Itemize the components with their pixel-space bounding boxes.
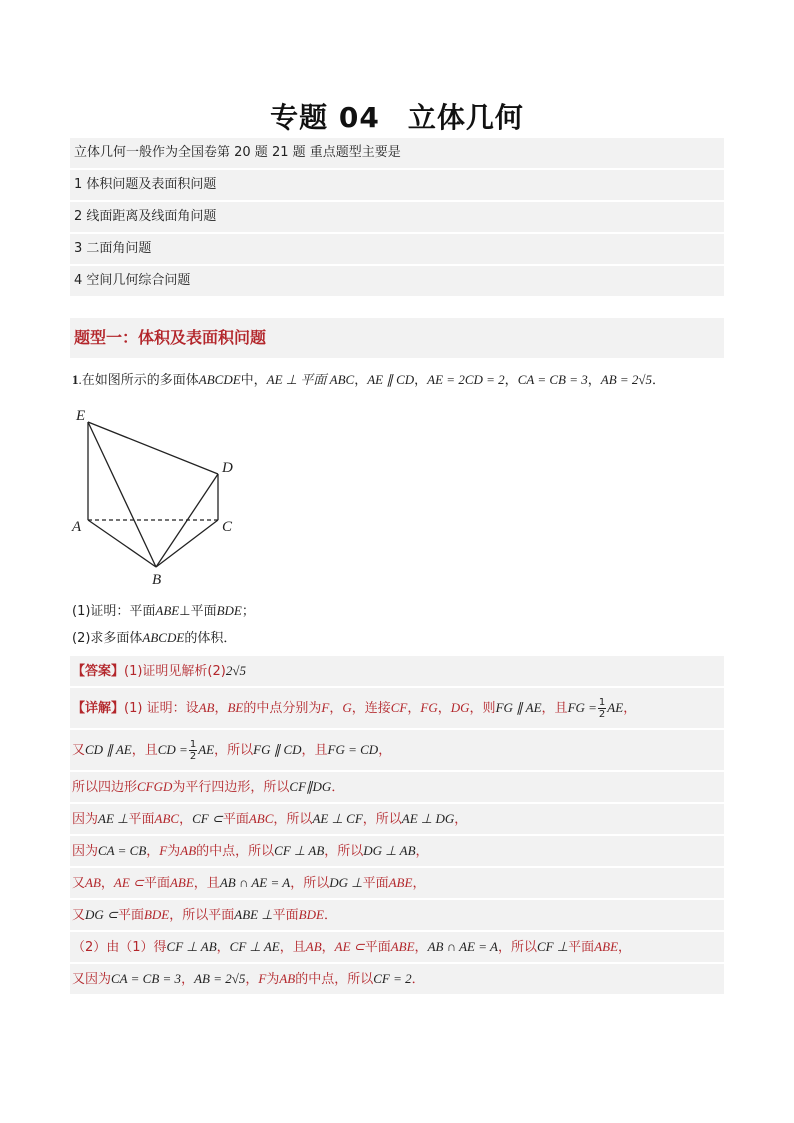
- m: DG: [450, 700, 470, 715]
- m: FG ∥ CD: [253, 742, 302, 757]
- m: F: [258, 971, 267, 986]
- detail-line-7: [70, 900, 724, 930]
- t: 平面: [362, 876, 389, 891]
- m: ABE: [594, 939, 619, 954]
- m: DG ⊂: [85, 907, 118, 922]
- problem-statement: [72, 370, 732, 390]
- t: ．: [411, 972, 425, 987]
- detail-line-9: [70, 964, 724, 994]
- m: DG ⊥: [329, 875, 363, 890]
- frac-num: 1: [189, 739, 197, 750]
- detail-line-2: [70, 730, 724, 770]
- m: AB ∩ AE = A: [219, 875, 291, 890]
- m: CF ⊥: [536, 939, 569, 954]
- m: CA = CB: [98, 843, 147, 858]
- condition: AE ∥ CD: [367, 372, 415, 387]
- detail-line-1: [70, 688, 724, 728]
- t: 为: [266, 972, 280, 987]
- t: ，所以: [324, 844, 364, 859]
- t: (1) 证明：设: [124, 701, 199, 716]
- answer-line: [70, 656, 724, 686]
- t: ，: [100, 876, 114, 891]
- m: CF∥DG: [289, 779, 332, 794]
- label-b: B: [152, 572, 162, 588]
- page-title: [0, 96, 794, 136]
- t: ，: [179, 812, 193, 827]
- problem-number: 1: [72, 372, 79, 387]
- intro-row: 3 二面角问题: [70, 234, 724, 264]
- t: ，: [181, 972, 195, 987]
- t: 为: [167, 844, 181, 859]
- m: ABC: [154, 811, 180, 826]
- edge-ab: [88, 520, 156, 567]
- t: ，: [146, 844, 160, 859]
- condition: CA = CB = 3: [517, 372, 588, 387]
- m: AE ⊂: [113, 875, 144, 890]
- q-text: 的体积．: [184, 631, 237, 646]
- answer-value: 2√5: [225, 663, 246, 678]
- t: ，所以: [214, 743, 254, 758]
- t: ，: [623, 701, 637, 716]
- title-part1: 专题 04: [270, 101, 380, 134]
- condition: AE = 2CD = 2: [427, 372, 505, 387]
- t: ，: [378, 743, 392, 758]
- sep: ，: [354, 372, 368, 387]
- m: AE ⊥ DG: [401, 811, 455, 826]
- m: G: [342, 700, 352, 715]
- m: CF ⊥ AB: [274, 843, 325, 858]
- t: 平面: [222, 812, 249, 827]
- t: ，: [454, 812, 468, 827]
- m: CD ∥ AE: [85, 742, 132, 757]
- t: ，: [437, 701, 451, 716]
- t: （2）由（1）得: [72, 940, 167, 955]
- t: 又: [72, 876, 86, 891]
- frac-den: 2: [598, 709, 606, 720]
- problem-text: .在如图所示的多面体: [78, 372, 199, 387]
- fraction: [598, 697, 606, 720]
- m: AB: [305, 939, 322, 954]
- t: ，: [214, 701, 228, 716]
- m: ABE: [169, 875, 194, 890]
- sep: ．: [652, 372, 666, 387]
- label-d: D: [222, 460, 233, 476]
- t: ．: [331, 780, 345, 795]
- t: ，所以: [362, 812, 402, 827]
- answer-section: [70, 656, 724, 996]
- m: FG: [420, 700, 438, 715]
- problem-poly: ABCDE: [198, 372, 241, 387]
- t: 的中点分别为: [243, 701, 322, 716]
- m: CA = CB = 3: [111, 971, 182, 986]
- t: 又因为: [72, 972, 112, 987]
- m: F: [159, 843, 168, 858]
- condition: AB = 2√5: [600, 372, 653, 387]
- intro-row: 4 空间几何综合问题: [70, 266, 724, 296]
- label-e: E: [76, 408, 86, 424]
- q-math: ABE: [155, 603, 180, 618]
- detail-line-6: [70, 868, 724, 898]
- t: 平面: [117, 908, 144, 923]
- polyhedron-diagram: [66, 400, 256, 590]
- edge-cb: [156, 520, 218, 567]
- intro-row: 1 体积问题及表面积问题: [70, 170, 724, 200]
- problem-text: 中，: [240, 372, 267, 387]
- m: AE: [607, 700, 624, 715]
- t: ，且: [193, 876, 220, 891]
- frac-num: 1: [598, 697, 606, 708]
- t: ，所以平面: [169, 908, 235, 923]
- title-part2: 立体几何: [407, 101, 524, 134]
- m: AB = 2√5: [194, 971, 246, 986]
- t: ，: [216, 940, 230, 955]
- sep: ，: [414, 372, 428, 387]
- question-2: [72, 625, 255, 652]
- m: BE: [227, 700, 244, 715]
- m: CF: [390, 700, 408, 715]
- t: ，所以: [273, 812, 313, 827]
- t: ，: [618, 940, 632, 955]
- answer-text: (1)证明见解析(2): [124, 664, 226, 679]
- t: ，所以: [497, 940, 537, 955]
- m: ABE: [388, 875, 413, 890]
- m: FG =: [567, 700, 597, 715]
- m: AE ⊂: [334, 939, 365, 954]
- section-heading: 题型一：体积及表面积问题: [70, 318, 724, 358]
- detail-tag: 【详解】: [72, 701, 125, 716]
- m: BDE: [143, 907, 170, 922]
- m: FG ∥ AE: [495, 700, 542, 715]
- detail-line-4: [70, 804, 724, 834]
- m: AB ∩ AE = A: [427, 939, 498, 954]
- m: AE: [198, 742, 215, 757]
- m: AB: [180, 843, 197, 858]
- frac-den: 2: [189, 751, 197, 762]
- edge-ed: [88, 422, 218, 474]
- m: AB: [198, 700, 215, 715]
- m: F: [321, 700, 330, 715]
- intro-box: [70, 138, 724, 298]
- t: 平面: [128, 812, 155, 827]
- t: ，且: [131, 743, 158, 758]
- m: DG ⊥ AB: [363, 843, 416, 858]
- label-c: C: [222, 519, 233, 535]
- t: ，且: [279, 940, 306, 955]
- m: AB: [279, 971, 296, 986]
- t: ，: [407, 701, 421, 716]
- t: 所以四边形: [72, 780, 138, 795]
- t: 又: [72, 908, 86, 923]
- q-math: BDE: [216, 603, 242, 618]
- m: CF = 2: [373, 971, 412, 986]
- t: 因为: [72, 844, 99, 859]
- edge-eb: [88, 422, 156, 567]
- condition: AE ⊥ 平面 ABC: [266, 372, 355, 387]
- t: 因为: [72, 812, 99, 827]
- m: CD =: [157, 742, 188, 757]
- m: FG = CD: [327, 742, 379, 757]
- intro-row: 立体几何一般作为全国卷第 20 题 21 题 重点题型主要是: [70, 138, 724, 168]
- t: ，连接: [351, 701, 391, 716]
- t: 平面: [364, 940, 391, 955]
- sep: ，: [587, 372, 601, 387]
- detail-line-3: [70, 772, 724, 802]
- answer-tag: 【答案】: [72, 664, 125, 679]
- q-math: ABCDE: [142, 630, 185, 645]
- t: ，所以: [290, 876, 330, 891]
- m: ABC: [248, 811, 274, 826]
- t: ，: [412, 876, 426, 891]
- q-text: ⊥平面: [179, 604, 217, 619]
- t: ，则: [469, 701, 496, 716]
- t: 为平行四边形，所以: [172, 780, 290, 795]
- m: ABE: [390, 939, 415, 954]
- m: CF ⊥ AB: [166, 939, 217, 954]
- q-text: ；: [241, 604, 255, 619]
- t: ，: [245, 972, 259, 987]
- m: AE ⊥: [98, 811, 129, 826]
- polyhedron-figure: [66, 400, 256, 595]
- t: ，且: [541, 701, 568, 716]
- t: ，: [329, 701, 343, 716]
- t: 平面: [272, 908, 299, 923]
- fraction: [189, 739, 197, 762]
- detail-line-5: [70, 836, 724, 866]
- m: AE ⊥ CF: [312, 811, 363, 826]
- t: 又: [72, 743, 86, 758]
- intro-row: 2 线面距离及线面角问题: [70, 202, 724, 232]
- m: AB: [85, 875, 101, 890]
- t: 平面: [143, 876, 170, 891]
- t: 的中点，所以: [196, 844, 275, 859]
- t: ，: [415, 844, 429, 859]
- t: ，: [414, 940, 428, 955]
- t: 平面: [568, 940, 595, 955]
- detail-line-8: [70, 932, 724, 962]
- questions: [72, 598, 255, 652]
- q-text: (2)求多面体: [72, 631, 143, 646]
- m: CFGD: [137, 779, 173, 794]
- t: ，且: [301, 743, 328, 758]
- m: BDE: [298, 907, 324, 922]
- t: ，: [321, 940, 335, 955]
- m: CF ⊥ AE: [229, 939, 280, 954]
- sep: ，: [504, 372, 518, 387]
- m: ABE ⊥: [234, 907, 273, 922]
- t: ．: [323, 908, 337, 923]
- label-a: A: [72, 519, 82, 535]
- question-1: [72, 598, 255, 625]
- q-text: (1)证明：平面: [72, 604, 156, 619]
- t: 的中点，所以: [295, 972, 374, 987]
- m: CF ⊂: [192, 811, 223, 826]
